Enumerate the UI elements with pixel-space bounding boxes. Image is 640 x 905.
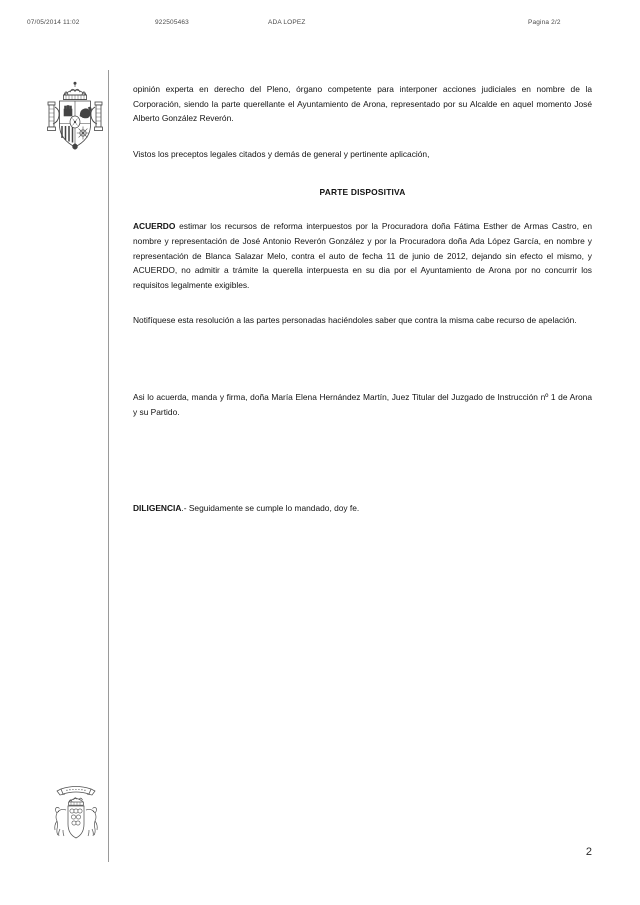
paragraph-asi-lo-acuerda: Asi lo acuerda, manda y firma, doña María Elena Hernández Martín, Juez Titular del Juzgado de Instrucción nº 1 de Arona y su Partido. bbox=[133, 391, 592, 417]
fax-header-strip bbox=[0, 19, 640, 33]
paragraph-acuerdo bbox=[133, 219, 592, 292]
fax-header-datetime: 07/05/2014 11:02 bbox=[27, 19, 80, 26]
paragraph-vistos-preceptos: Vistos los preceptos legales citados y demás de general y pertinente aplicación, bbox=[133, 148, 430, 159]
spain-coat-of-arms-icon bbox=[44, 80, 106, 152]
canary-islands-coat-of-arms-icon bbox=[47, 780, 105, 842]
acuerdo-keyword: ACUERDO bbox=[133, 221, 176, 232]
section-heading-parte-dispositiva: PARTE DISPOSITIVA bbox=[319, 187, 406, 198]
fax-header-page-label: Pagina 2/2 bbox=[528, 19, 561, 26]
document-body bbox=[133, 82, 592, 516]
diligencia-text: .- Seguidamente se cumple lo mandado, doy fe. bbox=[181, 503, 360, 514]
diligencia-keyword: DILIGENCIA bbox=[133, 503, 182, 514]
left-margin-divider bbox=[108, 70, 109, 862]
paragraph-notifiquese: Notifíquese esta resolución a las partes personadas haciéndoles saber que contra la misma cabe recurso de apelación. bbox=[133, 315, 577, 326]
fax-header-number: 922505463 bbox=[155, 19, 189, 26]
page-number: 2 bbox=[585, 846, 592, 858]
fax-header-sender: ADA LOPEZ bbox=[268, 19, 306, 26]
paragraph-opinion-experta: opinión experta en derecho del Pleno, órgano competente para interponer acciones judiciales en nombre de la Corporación, siendo la parte querellante el Ayuntamiento de Arona, representado por su Alcalde en aquel momento José Alberto González Reverón. bbox=[133, 84, 592, 124]
paragraph-diligencia bbox=[133, 501, 592, 516]
acuerdo-text: estimar los recursos de reforma interpuestos por la Procuradora doña Fátima Esther de Armas Castro, en nombre y representación de José Antonio Reverón González y por la Procuradora doña Ada López García, en nombre y representación de Blanca Salazar Melo, contra el auto de fecha 11 de junio de 2012, dejando sin efecto el mismo, y ACUERDO, no admitir a trámite la querella interpuesta en su dia por el Ayuntamiento de Arona por no concurrir los requisitos legalmente exigibles. bbox=[133, 221, 592, 290]
